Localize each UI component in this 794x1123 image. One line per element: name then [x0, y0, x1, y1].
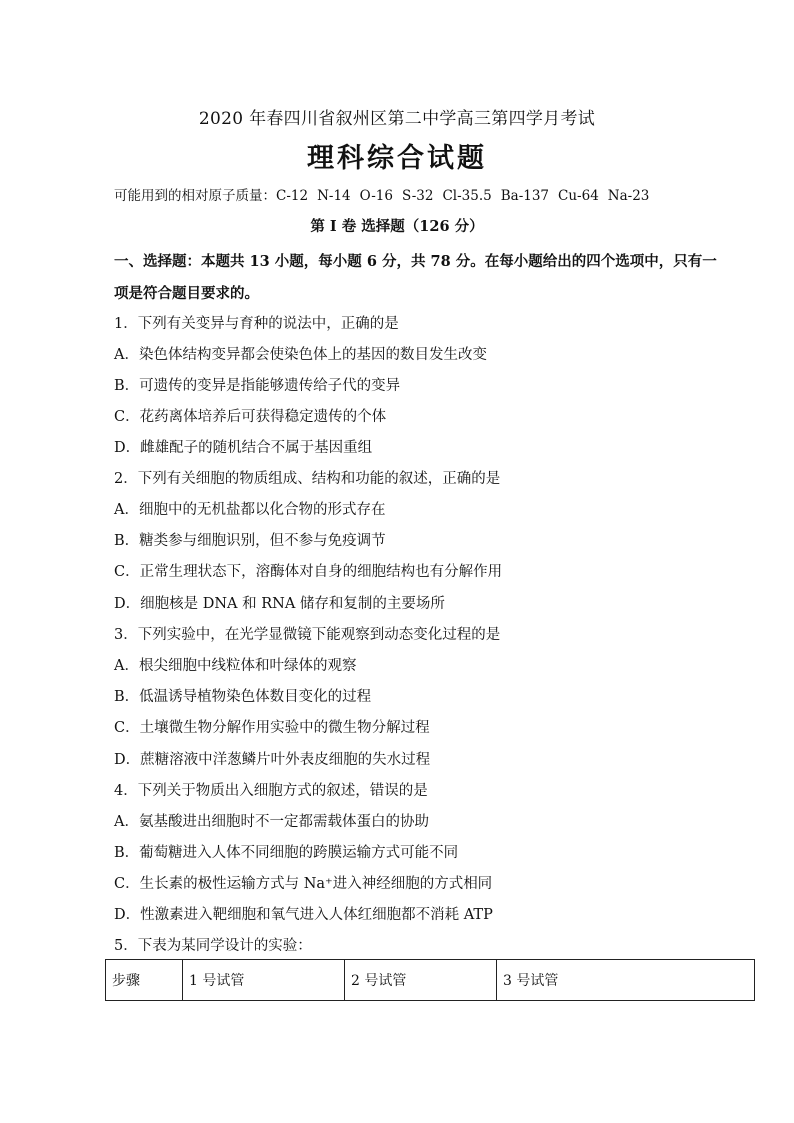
question-stem: 5．下表为某同学设计的实验：: [114, 938, 312, 954]
question-option: B．低温诱导植物染色体数目变化的过程: [114, 689, 372, 705]
question-stem: 2．下列有关细胞的物质组成、结构和功能的叙述，正确的是: [114, 471, 501, 487]
table-header-cell: 3 号试管: [497, 960, 755, 1001]
question-option: D．蔗糖溶液中洋葱鳞片叶外表皮细胞的失水过程: [114, 752, 431, 768]
question-stem: 4．下列关于物质出入细胞方式的叙述，错误的是: [114, 783, 428, 799]
question-option: D．细胞核是 DNA 和 RNA 储存和复制的主要场所: [114, 596, 445, 612]
question-option: B．可遗传的变异是指能够遗传给子代的变异: [114, 378, 401, 394]
table-header-cell: 步骤: [106, 960, 183, 1001]
atomic-mass-item: S-32: [401, 188, 434, 204]
atomic-mass-item: O-16: [359, 188, 393, 204]
table-header-row: [106, 960, 755, 1001]
table-header-cell: 2 号试管: [345, 960, 497, 1001]
section-instruction: 一、选择题：本题共 13 小题，每小题 6 分，共 78 分。在每小题给出的四个选项中，只有一: [114, 253, 717, 270]
atomic-mass-item: Cl-35.5: [442, 188, 492, 204]
section-title: 第 I 卷 选择题（126 分）: [310, 218, 484, 235]
question-option: C．花药离体培养后可获得稳定遗传的个体: [114, 409, 387, 425]
atomic-mass-item: N-14: [317, 188, 351, 204]
table-header-cell: 1 号试管: [183, 960, 345, 1001]
question-option: B．糖类参与细胞识别，但不参与免疫调节: [114, 533, 386, 549]
atomic-mass-item: C-12: [276, 188, 309, 204]
question-option: B．葡萄糖进入人体不同细胞的跨膜运输方式可能不同: [114, 845, 459, 861]
question-option: A．氨基酸进出细胞时不一定都需载体蛋白的协助: [114, 814, 429, 830]
question-option: D．雌雄配子的随机结合不属于基因重组: [114, 440, 373, 456]
subject-title: 理科综合试题: [307, 143, 487, 174]
question-option: A．染色体结构变异都会使染色体上的基因的数目发生改变: [114, 347, 487, 363]
question-option: C．土壤微生物分解作用实验中的微生物分解过程: [114, 720, 430, 736]
exam-title: 2020 年春四川省叙州区第二中学高三第四学月考试: [198, 109, 596, 129]
question-option: A．细胞中的无机盐都以化合物的形式存在: [114, 502, 386, 518]
atomic-masses-line: [114, 184, 658, 204]
section-instruction-continued: 项是符合题目要求的。: [114, 285, 259, 302]
atomic-mass-item: Ba-137: [500, 188, 550, 204]
question-stem: 3．下列实验中，在光学显微镜下能观察到动态变化过程的是: [114, 627, 501, 643]
atomic-mass-item: Cu-64: [558, 188, 599, 204]
atomic-mass-item: Na-23: [607, 188, 650, 204]
question-option: C．正常生理状态下，溶酶体对自身的细胞结构也有分解作用: [114, 564, 503, 580]
atomic-masses-label: 可能用到的相对原子质量：: [114, 188, 276, 204]
question-stem: 1．下列有关变异与育种的说法中，正确的是: [114, 316, 399, 332]
question-option: D．性激素进入靶细胞和氧气进入人体红细胞都不消耗 ATP: [114, 907, 493, 923]
question-option: A．根尖细胞中线粒体和叶绿体的观察: [114, 658, 357, 674]
question-option: C．生长素的极性运输方式与 Na⁺进入神经细胞的方式相同: [114, 876, 493, 892]
experiment-table: [105, 959, 755, 1001]
